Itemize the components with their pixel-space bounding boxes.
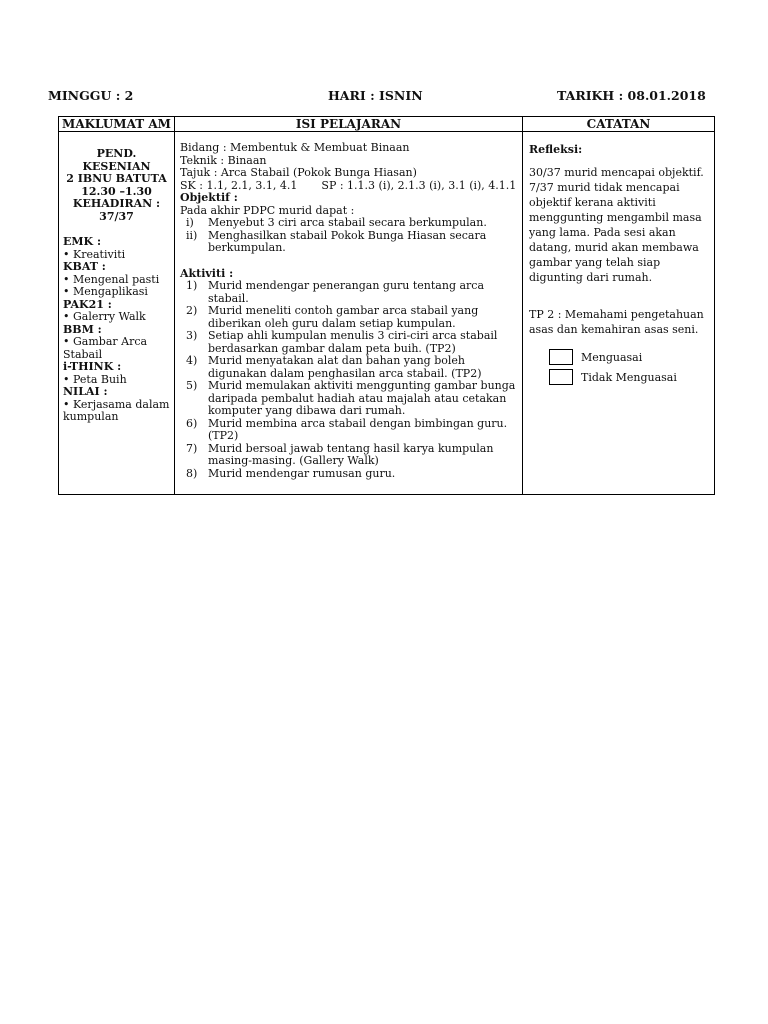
sk-standards: SK : 1.1, 2.1, 3.1, 4.1 bbox=[180, 178, 298, 192]
tidak-menguasai-checkbox[interactable] bbox=[549, 369, 573, 385]
lesson-plan-table bbox=[58, 116, 715, 495]
list-item-number: 4) bbox=[186, 354, 198, 367]
list-item bbox=[180, 468, 518, 481]
list-item-text: Murid menyatakan alat dan bahan yang boleh digunakan dalam penghasilan arca stabail. (TP2) bbox=[208, 354, 482, 380]
option-menguasai[interactable] bbox=[549, 347, 710, 367]
section-label: NILAI : bbox=[63, 385, 108, 398]
list-item bbox=[180, 280, 518, 305]
tajuk-line: Tajuk : Arca Stabail (Pokok Bunga Hiasan) bbox=[180, 166, 417, 179]
list-item-number: 2) bbox=[186, 304, 198, 317]
list-item-text: Menyebut 3 ciri arca stabail secara berkumpulan. bbox=[208, 216, 487, 229]
section-item: • Mengaplikasi bbox=[63, 286, 170, 299]
option-tidak-menguasai[interactable] bbox=[549, 367, 710, 387]
subject-name: PEND. KESENIAN bbox=[82, 147, 151, 173]
refleksi-text: 30/37 murid mencapai objektif. 7/37 murid tidak mencapai objektif kerana aktiviti menggunting mengambil masa yang lama. Pada sesi akan datang, murid akan membawa gambar yang telah siap digunting dari rumah. bbox=[529, 166, 704, 284]
aktiviti-heading: Aktiviti : bbox=[180, 266, 234, 280]
header-isi-pelajaran: ISI PELAJARAN bbox=[175, 117, 523, 132]
list-item-number: 1) bbox=[186, 279, 198, 292]
section-label: EMK : bbox=[63, 235, 102, 248]
refleksi-heading: Refleksi: bbox=[529, 143, 583, 156]
day-label: HARI : ISNIN bbox=[328, 88, 423, 103]
objektif-list bbox=[180, 217, 518, 255]
list-item bbox=[180, 443, 518, 468]
tp2-text: TP 2 : Memahami pengetahuan asas dan kemahiran asas seni. bbox=[529, 308, 704, 336]
menguasai-label: Menguasai bbox=[581, 350, 643, 364]
lesson-time: 12.30 –1.30 bbox=[81, 184, 152, 198]
section-label: i-THINK : bbox=[63, 360, 122, 373]
menguasai-checkbox[interactable] bbox=[549, 349, 573, 365]
list-item bbox=[180, 380, 518, 418]
catatan-cell bbox=[523, 132, 715, 495]
section-item: • Kreativiti bbox=[63, 249, 170, 262]
list-item-number: 8) bbox=[186, 466, 198, 480]
list-item-text: Murid memulakan aktiviti menggunting gambar bunga daripada pembalut hadiah atau majalah atau cetakan komputer yang dibawa dari rumah. bbox=[208, 379, 516, 417]
objektif-intro: Pada akhir PDPC murid dapat : bbox=[180, 203, 355, 217]
list-item bbox=[180, 418, 518, 443]
sp-standards: SP : 1.1.3 (i), 2.1.3 (i), 3.1 (i), 4.1.1 bbox=[321, 178, 517, 192]
list-item-text: Murid mendengar penerangan guru tentang arca stabail. bbox=[208, 279, 485, 305]
aktiviti-list bbox=[180, 280, 518, 480]
list-item-number: i) bbox=[186, 216, 194, 229]
list-item-text: Murid bersoal jawab tentang hasil karya kumpulan masing-masing. (Gallery Walk) bbox=[208, 441, 494, 467]
list-item-number: 5) bbox=[186, 379, 198, 392]
objektif-heading: Objektif : bbox=[180, 191, 238, 204]
list-item-number: 6) bbox=[186, 416, 198, 430]
date-label: TARIKH : 08.01.2018 bbox=[557, 88, 706, 103]
section-label: KBAT : bbox=[63, 260, 106, 273]
maklumat-am-cell bbox=[59, 132, 175, 495]
class-name: 2 IBNU BATUTA bbox=[66, 172, 167, 185]
tidak-menguasai-label: Tidak Menguasai bbox=[581, 370, 677, 384]
header-catatan: CATATAN bbox=[523, 117, 715, 132]
bidang-line: Bidang : Membentuk & Membuat Binaan bbox=[180, 141, 410, 154]
list-item-text: Murid mendengar rumusan guru. bbox=[208, 466, 396, 480]
section-label: BBM : bbox=[63, 322, 102, 336]
section-item: • Galerry Walk bbox=[63, 311, 170, 324]
list-item bbox=[180, 330, 518, 355]
section-item: • Gambar Arca Stabail bbox=[63, 336, 170, 361]
list-item-number: ii) bbox=[186, 228, 198, 242]
teknik-line: Teknik : Binaan bbox=[180, 153, 267, 167]
table-body-row bbox=[59, 132, 715, 495]
week-label: MINGGU : 2 bbox=[48, 88, 134, 103]
section-label: PAK21 : bbox=[63, 297, 112, 311]
section-item: • Mengenal pasti bbox=[63, 274, 170, 287]
list-item-number: 3) bbox=[186, 329, 198, 342]
list-item-text: Setiap ahli kumpulan menulis 3 ciri-ciri arca stabail berdasarkan gambar dalam peta buih. (TP2) bbox=[208, 329, 498, 355]
section-item: • Peta Buih bbox=[63, 374, 170, 387]
list-item-text: Murid membina arca stabail dengan bimbingan guru. (TP2) bbox=[208, 416, 508, 442]
attendance-label: KEHADIRAN : bbox=[72, 197, 161, 210]
list-item bbox=[180, 355, 518, 380]
info-sections bbox=[63, 236, 170, 424]
list-item-number: 7) bbox=[186, 441, 198, 455]
list-item-text: Murid meneliti contoh gambar arca stabail yang diberikan oleh guru dalam setiap kumpulan. bbox=[208, 304, 479, 330]
list-item bbox=[180, 305, 518, 330]
isi-pelajaran-cell bbox=[175, 132, 523, 495]
list-item-text: Menghasilkan stabail Pokok Bunga Hiasan secara berkumpulan. bbox=[208, 228, 487, 254]
table-header-row bbox=[59, 117, 715, 132]
section-item: • Kerjasama dalam kumpulan bbox=[63, 399, 170, 424]
attendance-value: 37/37 bbox=[99, 209, 134, 223]
list-item bbox=[180, 230, 518, 255]
header-maklumat-am: MAKLUMAT AM bbox=[59, 117, 175, 132]
